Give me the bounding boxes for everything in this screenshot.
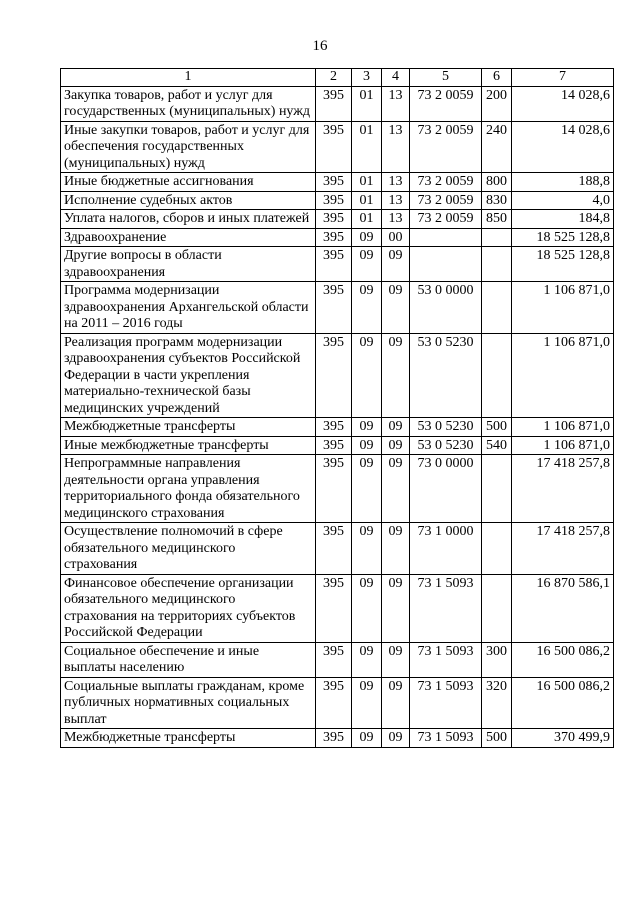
row-expense-type-code: 540: [482, 436, 512, 455]
row-target-code: [410, 228, 482, 247]
header-col-1: 1: [61, 69, 316, 87]
row-amount: 188,8: [512, 173, 614, 192]
row-section-code: 09: [352, 228, 382, 247]
row-name: Реализация программ модернизации здравоохранения субъектов Российской Федерации в части укрепления материально-технической базы медицинских учреждений: [61, 333, 316, 418]
row-expense-type-code: 320: [482, 677, 512, 729]
row-subsection-code: 13: [382, 86, 410, 121]
table-row: [61, 191, 614, 210]
table-row: [61, 173, 614, 192]
row-target-code: 73 2 0059: [410, 121, 482, 173]
row-subsection-code: 13: [382, 121, 410, 173]
table-row: [61, 228, 614, 247]
row-amount: 17 418 257,8: [512, 523, 614, 575]
row-target-code: 53 0 5230: [410, 418, 482, 437]
row-subsection-code: 09: [382, 523, 410, 575]
row-target-code: 73 1 5093: [410, 729, 482, 748]
row-subsection-code: 13: [382, 210, 410, 229]
row-section-code: 09: [352, 247, 382, 282]
table-row: [61, 642, 614, 677]
row-amount: 1 106 871,0: [512, 282, 614, 334]
row-section-code: 09: [352, 333, 382, 418]
row-admin-code: 395: [316, 455, 352, 523]
row-admin-code: 395: [316, 333, 352, 418]
row-subsection-code: 13: [382, 173, 410, 192]
row-name: Непрограммные направления деятельности органа управления территориального фонда обязательного медицинского страхования: [61, 455, 316, 523]
row-amount: 370 499,9: [512, 729, 614, 748]
row-target-code: 53 0 5230: [410, 436, 482, 455]
row-subsection-code: 09: [382, 436, 410, 455]
row-target-code: 73 1 0000: [410, 523, 482, 575]
row-expense-type-code: 240: [482, 121, 512, 173]
header-col-7: 7: [512, 69, 614, 87]
table-row: [61, 210, 614, 229]
row-section-code: 09: [352, 642, 382, 677]
row-name: Закупка товаров, работ и услуг для государственных (муниципальных) нужд: [61, 86, 316, 121]
page-number: 16: [312, 38, 328, 54]
row-admin-code: 395: [316, 121, 352, 173]
row-expense-type-code: 500: [482, 418, 512, 437]
row-section-code: 01: [352, 191, 382, 210]
row-subsection-code: 09: [382, 677, 410, 729]
row-amount: 14 028,6: [512, 121, 614, 173]
row-subsection-code: 09: [382, 729, 410, 748]
budget-table: [60, 68, 614, 748]
row-target-code: 53 0 0000: [410, 282, 482, 334]
row-name: Исполнение судебных актов: [61, 191, 316, 210]
table-row: [61, 121, 614, 173]
row-admin-code: 395: [316, 574, 352, 642]
header-col-4: 4: [382, 69, 410, 87]
header-col-2: 2: [316, 69, 352, 87]
row-subsection-code: 09: [382, 333, 410, 418]
row-expense-type-code: [482, 574, 512, 642]
row-subsection-code: 09: [382, 282, 410, 334]
row-name: Социальное обеспечение и иные выплаты населению: [61, 642, 316, 677]
row-target-code: [410, 247, 482, 282]
row-name: Межбюджетные трансферты: [61, 418, 316, 437]
row-name: Иные закупки товаров, работ и услуг для обеспечения государственных (муниципальных) нужд: [61, 121, 316, 173]
row-section-code: 09: [352, 436, 382, 455]
row-amount: 1 106 871,0: [512, 418, 614, 437]
header-col-6: 6: [482, 69, 512, 87]
row-admin-code: 395: [316, 247, 352, 282]
table-row: [61, 418, 614, 437]
table-row: [61, 523, 614, 575]
table-row: [61, 729, 614, 748]
row-name: Уплата налогов, сборов и иных платежей: [61, 210, 316, 229]
row-section-code: 09: [352, 574, 382, 642]
row-expense-type-code: 300: [482, 642, 512, 677]
row-expense-type-code: [482, 455, 512, 523]
row-subsection-code: 09: [382, 642, 410, 677]
row-target-code: 73 2 0059: [410, 86, 482, 121]
header-col-3: 3: [352, 69, 382, 87]
row-expense-type-code: 850: [482, 210, 512, 229]
row-expense-type-code: [482, 282, 512, 334]
row-section-code: 01: [352, 173, 382, 192]
row-subsection-code: 09: [382, 455, 410, 523]
row-admin-code: 395: [316, 86, 352, 121]
row-amount: 16 500 086,2: [512, 642, 614, 677]
row-name: Иные бюджетные ассигнования: [61, 173, 316, 192]
row-amount: 1 106 871,0: [512, 436, 614, 455]
row-expense-type-code: 830: [482, 191, 512, 210]
table-row: [61, 455, 614, 523]
row-expense-type-code: 800: [482, 173, 512, 192]
row-amount: 16 500 086,2: [512, 677, 614, 729]
row-target-code: 53 0 5230: [410, 333, 482, 418]
table-row: [61, 436, 614, 455]
row-name: Здравоохранение: [61, 228, 316, 247]
row-admin-code: 395: [316, 418, 352, 437]
row-amount: 1 106 871,0: [512, 333, 614, 418]
row-subsection-code: 00: [382, 228, 410, 247]
row-name: Социальные выплаты гражданам, кроме публичных нормативных социальных выплат: [61, 677, 316, 729]
table-row: [61, 333, 614, 418]
row-amount: 4,0: [512, 191, 614, 210]
row-target-code: 73 1 5093: [410, 642, 482, 677]
row-subsection-code: 09: [382, 574, 410, 642]
table-body: [61, 86, 614, 747]
row-section-code: 01: [352, 210, 382, 229]
row-amount: 18 525 128,8: [512, 247, 614, 282]
row-target-code: 73 0 0000: [410, 455, 482, 523]
table-row: [61, 247, 614, 282]
table-row: [61, 677, 614, 729]
row-admin-code: 395: [316, 210, 352, 229]
row-expense-type-code: [482, 247, 512, 282]
row-expense-type-code: 200: [482, 86, 512, 121]
row-target-code: 73 1 5093: [410, 677, 482, 729]
row-expense-type-code: 500: [482, 729, 512, 748]
row-admin-code: 395: [316, 642, 352, 677]
row-target-code: 73 1 5093: [410, 574, 482, 642]
row-admin-code: 395: [316, 228, 352, 247]
row-admin-code: 395: [316, 523, 352, 575]
row-name: Межбюджетные трансферты: [61, 729, 316, 748]
row-section-code: 09: [352, 282, 382, 334]
row-admin-code: 395: [316, 173, 352, 192]
row-section-code: 01: [352, 121, 382, 173]
row-name: Финансовое обеспечение организации обязательного медицинского страхования на территориях субъектов Российской Федерации: [61, 574, 316, 642]
row-name: Другие вопросы в области здравоохранения: [61, 247, 316, 282]
table-row: [61, 86, 614, 121]
row-target-code: 73 2 0059: [410, 173, 482, 192]
row-section-code: 01: [352, 86, 382, 121]
row-subsection-code: 09: [382, 418, 410, 437]
row-expense-type-code: [482, 228, 512, 247]
row-amount: 18 525 128,8: [512, 228, 614, 247]
row-target-code: 73 2 0059: [410, 191, 482, 210]
row-section-code: 09: [352, 455, 382, 523]
row-amount: 16 870 586,1: [512, 574, 614, 642]
row-expense-type-code: [482, 523, 512, 575]
row-subsection-code: 09: [382, 247, 410, 282]
row-name: Программа модернизации здравоохранения Архангельской области на 2011 – 2016 годы: [61, 282, 316, 334]
table-row: [61, 282, 614, 334]
row-amount: 14 028,6: [512, 86, 614, 121]
header-row: [61, 69, 614, 87]
row-section-code: 09: [352, 677, 382, 729]
row-name: Иные межбюджетные трансферты: [61, 436, 316, 455]
row-target-code: 73 2 0059: [410, 210, 482, 229]
row-section-code: 09: [352, 523, 382, 575]
row-amount: 17 418 257,8: [512, 455, 614, 523]
table-row: [61, 574, 614, 642]
row-admin-code: 395: [316, 191, 352, 210]
row-amount: 184,8: [512, 210, 614, 229]
row-subsection-code: 13: [382, 191, 410, 210]
row-name: Осуществление полномочий в сфере обязательного медицинского страхования: [61, 523, 316, 575]
row-admin-code: 395: [316, 677, 352, 729]
row-section-code: 09: [352, 729, 382, 748]
row-section-code: 09: [352, 418, 382, 437]
row-admin-code: 395: [316, 729, 352, 748]
row-admin-code: 395: [316, 282, 352, 334]
row-admin-code: 395: [316, 436, 352, 455]
row-expense-type-code: [482, 333, 512, 418]
header-col-5: 5: [410, 69, 482, 87]
